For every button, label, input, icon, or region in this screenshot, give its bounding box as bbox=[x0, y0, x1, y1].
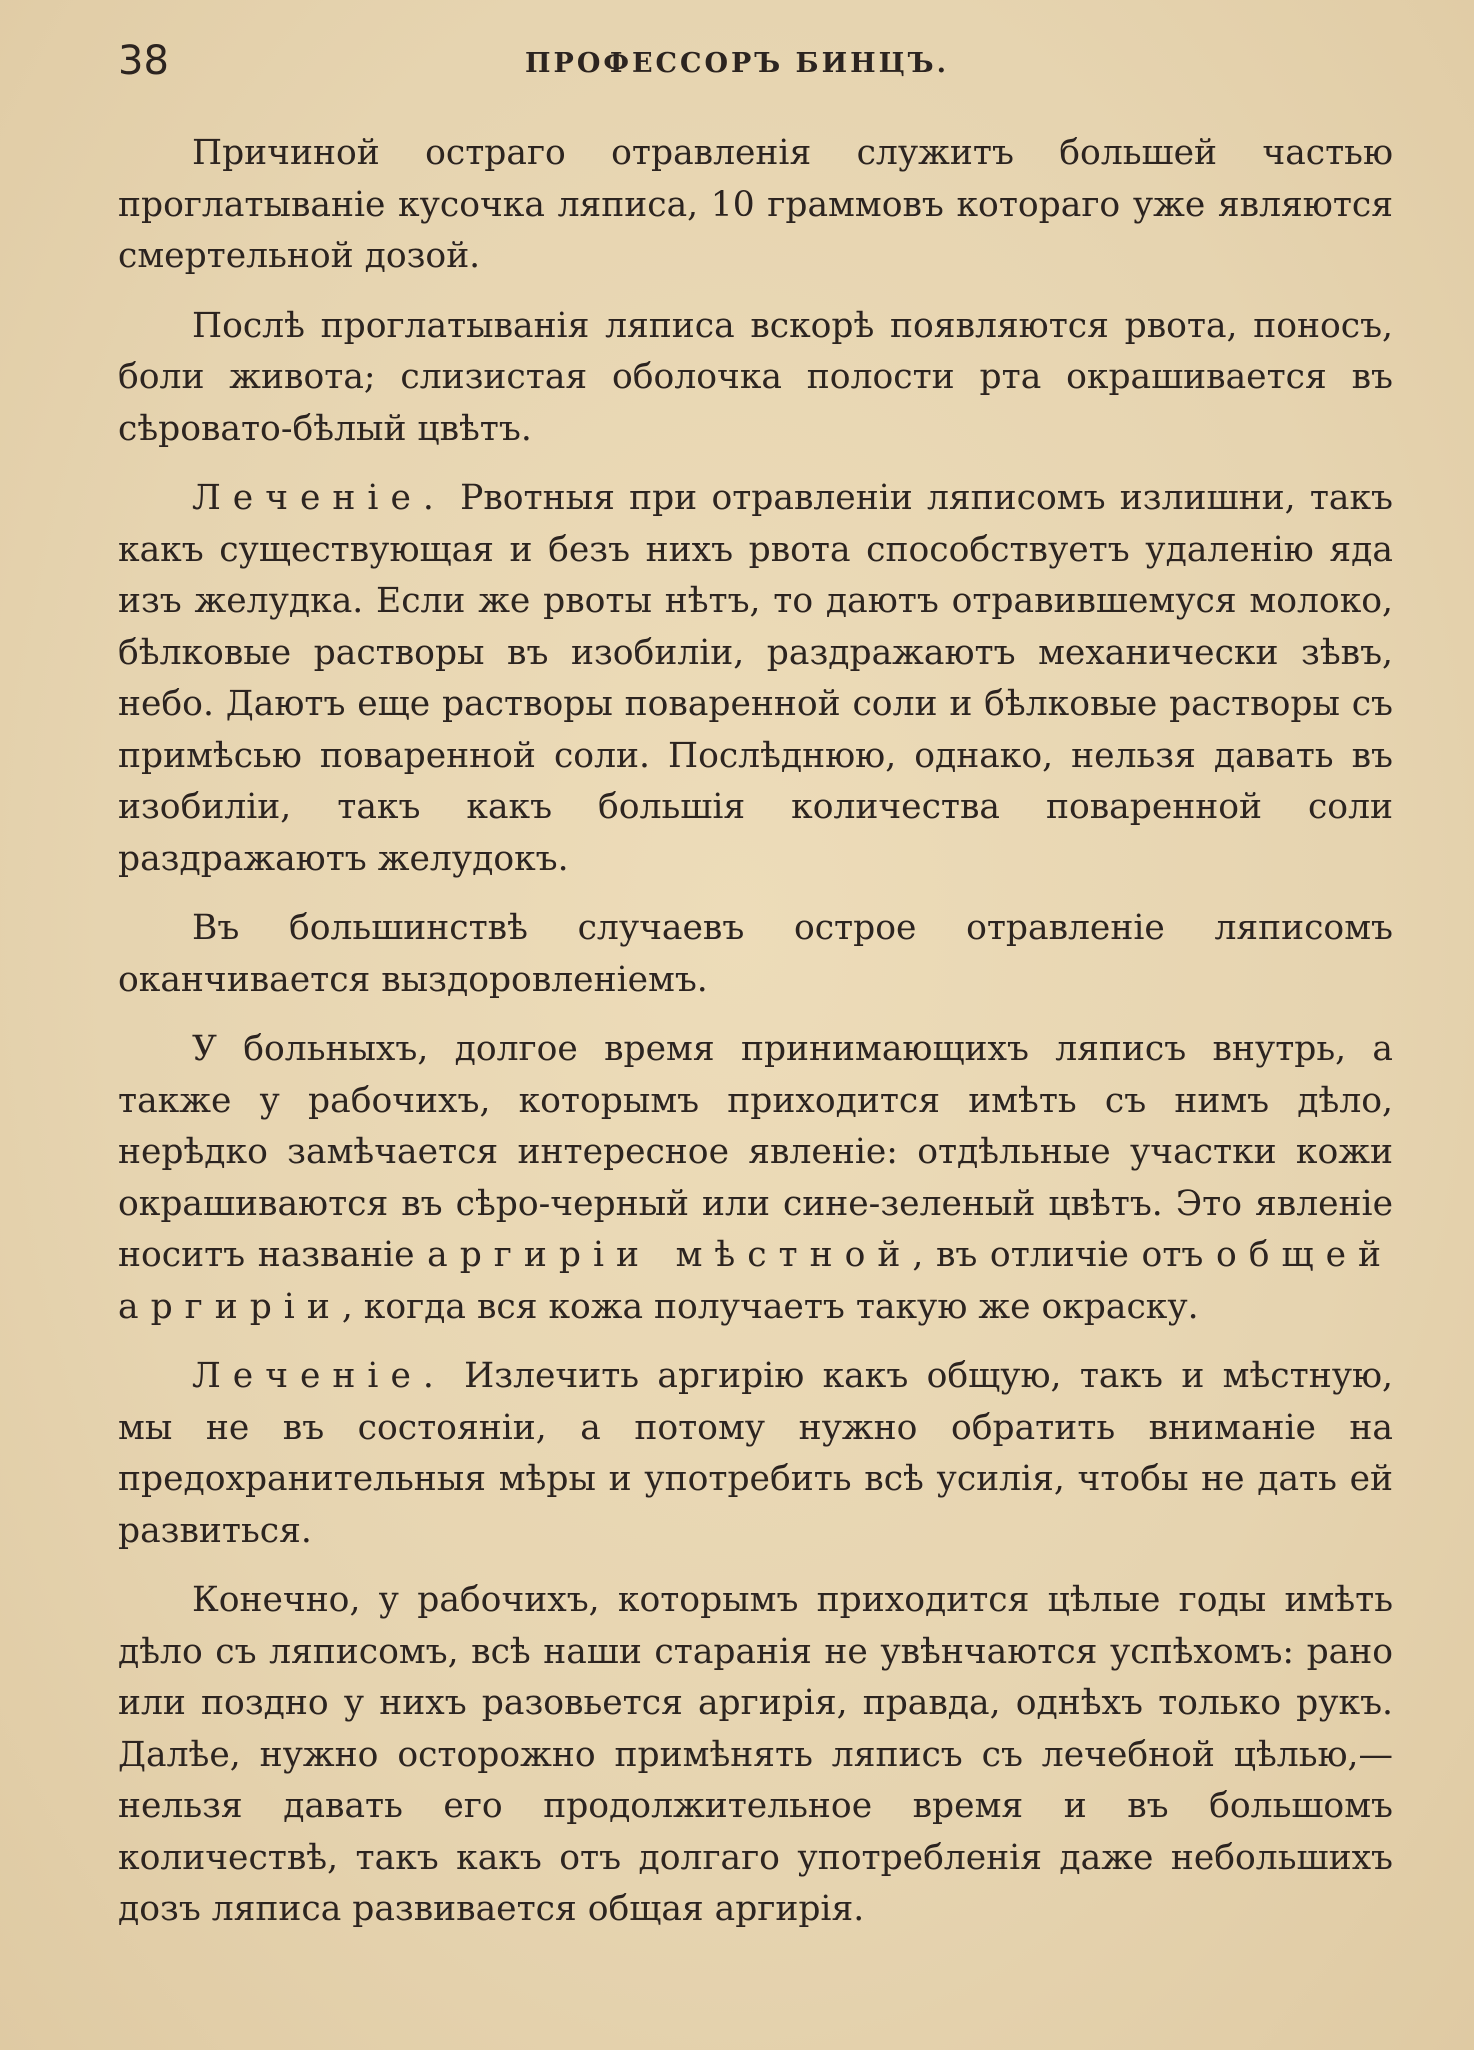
paragraph-text: У больныхъ, долгое время принимающихъ ляписъ внутрь, а также у рабочихъ, которымъ приходится имѣть съ нимъ дѣло, нерѣдко замѣчается интересное явленіе: отдѣльные участки кожи окрашиваются въ сѣро-черный или сине-зеленый цвѣтъ. Это явленіе носитъ названіе bbox=[118, 1029, 1393, 1275]
section-lead: Леченіе. bbox=[192, 1356, 446, 1396]
paragraph-text: Рвотныя при отравленіи ляписомъ излишни, такъ какъ существующая и безъ нихъ рвота способствуетъ удаленію яда изъ желудка. Если же рвоты нѣтъ, то даютъ отравившемуся молоко, бѣлковые растворы въ изобиліи, раздражаютъ механически зѣвъ, небо. Даютъ еще растворы поваренной соли и бѣлковые растворы съ примѣсью поваренной соли. Послѣднюю, однако, нельзя давать въ изобиліи, такъ какъ большія количества поваренной соли раздражаютъ желудокъ. bbox=[118, 478, 1393, 879]
paragraph-text: Конечно, у рабочихъ, которымъ приходится цѣлые годы имѣть дѣло съ ляписомъ, всѣ наши старанія не увѣнчаются успѣхомъ: рано или поздно у нихъ разовьется аргирія, правда, однѣхъ только рукъ. Далѣе, нужно осторожно примѣнять ляписъ съ лечебной цѣлью,—нельзя давать его продолжительное время и въ большомъ количествѣ, такъ какъ отъ долгаго употребленія даже небольшихъ дозъ ляписа развивается общая аргирія. bbox=[118, 1580, 1393, 1929]
paragraph-text: Излечить аргирію какъ общую, такъ и мѣстную, мы не въ состояніи, а потому нужно обратить вниманіе на предохранительныя мѣры и употребить всѣ усилія, чтобы не дать ей развиться. bbox=[118, 1356, 1393, 1551]
page-number: 38 bbox=[118, 38, 169, 84]
body-text bbox=[118, 128, 1393, 1954]
paragraph bbox=[118, 301, 1393, 456]
paragraph bbox=[118, 473, 1393, 885]
paragraph-text: Причиной остраго отравленія служитъ большей частью проглатываніе кусочка ляписа, 10 граммовъ котораго уже являются смертельной дозой. bbox=[118, 133, 1393, 276]
section-lead: Леченіе. bbox=[192, 478, 446, 518]
running-title: ПРОФЕССОРЪ БИНЦЪ. bbox=[525, 48, 949, 79]
paragraph-text: , когда вся кожа получаетъ такую же окраску. bbox=[341, 1286, 1199, 1327]
paragraph bbox=[118, 1575, 1393, 1936]
term-general-argyria: общей аргиріи bbox=[118, 1235, 1393, 1327]
paragraph bbox=[118, 128, 1393, 283]
paragraph bbox=[118, 903, 1393, 1006]
paragraph bbox=[118, 1351, 1393, 1557]
paragraph bbox=[118, 1024, 1393, 1333]
paragraph-text: , въ отличіе отъ bbox=[912, 1235, 1216, 1275]
running-header bbox=[0, 36, 1474, 96]
term-local-argyria: аргиріи мѣстной bbox=[427, 1235, 913, 1275]
paragraph-text: Въ большинствѣ случаевъ острое отравленіе ляписомъ оканчивается выздоровленіемъ. bbox=[118, 908, 1393, 1000]
paragraph-text: Послѣ проглатыванія ляписа вскорѣ появляются рвота, поносъ, боли живота; слизистая оболочка полости рта окрашивается въ сѣровато-бѣлый цвѣтъ. bbox=[118, 305, 1393, 449]
